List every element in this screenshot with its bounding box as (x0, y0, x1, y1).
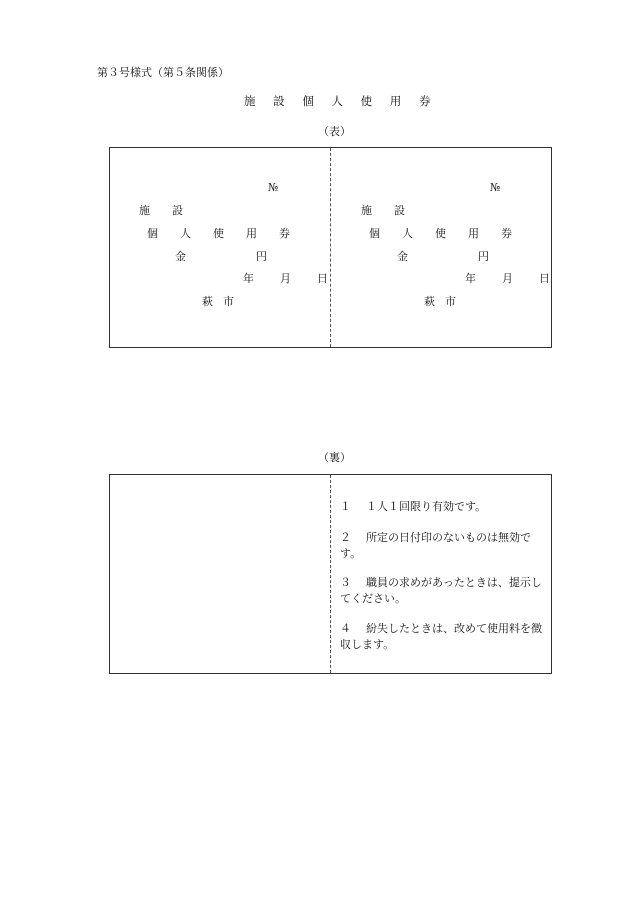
label-char: 市 (223, 295, 234, 308)
month-label: 月 (280, 272, 291, 285)
note-item (340, 530, 550, 562)
label-char: 個 (147, 227, 158, 240)
note-text: 紛失したときは、改めて使用料を徴収します。 (340, 622, 542, 651)
ticket-type-label (369, 228, 512, 239)
label-char: 設 (172, 204, 183, 217)
year-label: 年 (465, 272, 476, 285)
note-item (340, 499, 550, 515)
ticket-type-label (147, 228, 290, 239)
note-item (340, 621, 550, 653)
label-char: 人 (402, 227, 413, 240)
title-char: 券 (418, 94, 431, 108)
year-label: 年 (243, 272, 254, 285)
note-number: ３ (340, 576, 351, 589)
label-char: 券 (279, 227, 290, 240)
label-char: 人 (180, 227, 191, 240)
title-char: 人 (331, 94, 343, 108)
note-number: ４ (340, 622, 351, 635)
month-label: 月 (502, 272, 513, 285)
title-char: 用 (389, 94, 402, 108)
label-char: 使 (213, 227, 224, 240)
date-line (465, 273, 550, 284)
ticket-number-label: № (490, 181, 501, 194)
note-number: １ (340, 500, 351, 513)
ticket-number-label: № (268, 181, 279, 194)
day-label: 日 (317, 272, 328, 285)
day-label: 日 (539, 272, 550, 285)
label-char: 施 (139, 204, 150, 217)
yen-label: 円 (478, 250, 489, 263)
title-char: 設 (273, 94, 285, 108)
note-text: 職員の求めがあったときは、提示してください。 (340, 576, 542, 605)
back-section-label: （裏） (318, 451, 351, 464)
title-char: 個 (302, 94, 314, 108)
date-line (243, 273, 328, 284)
issuer-label (202, 296, 234, 307)
note-item (340, 575, 550, 607)
label-char: 個 (369, 227, 380, 240)
amount-label: 金 (175, 250, 186, 263)
facility-label (361, 205, 405, 216)
front-ticket-sheet (109, 147, 552, 348)
facility-label (139, 205, 183, 216)
label-char: 使 (435, 227, 446, 240)
label-char: 施 (361, 204, 372, 217)
form-label: 第３号様式（第５条関係） (97, 66, 229, 79)
cut-line (330, 475, 331, 673)
title-char: 施 (244, 94, 256, 108)
back-ticket-sheet (109, 474, 552, 674)
cut-line (330, 148, 331, 347)
document-title (244, 96, 430, 108)
label-char: 市 (445, 295, 456, 308)
issuer-label (424, 296, 456, 307)
amount-label: 金 (397, 250, 408, 263)
label-char: 券 (501, 227, 512, 240)
label-char: 用 (246, 227, 257, 240)
label-char: 用 (468, 227, 479, 240)
title-char: 使 (360, 94, 373, 108)
yen-label: 円 (256, 250, 267, 263)
label-char: 萩 (202, 295, 213, 308)
label-char: 萩 (424, 295, 435, 308)
label-char: 設 (394, 204, 405, 217)
note-text: 所定の日付印のないものは無効です。 (340, 531, 531, 560)
note-number: ２ (340, 531, 351, 544)
note-text: １人１回限り有効です。 (366, 500, 487, 513)
front-section-label: （表） (318, 125, 351, 138)
